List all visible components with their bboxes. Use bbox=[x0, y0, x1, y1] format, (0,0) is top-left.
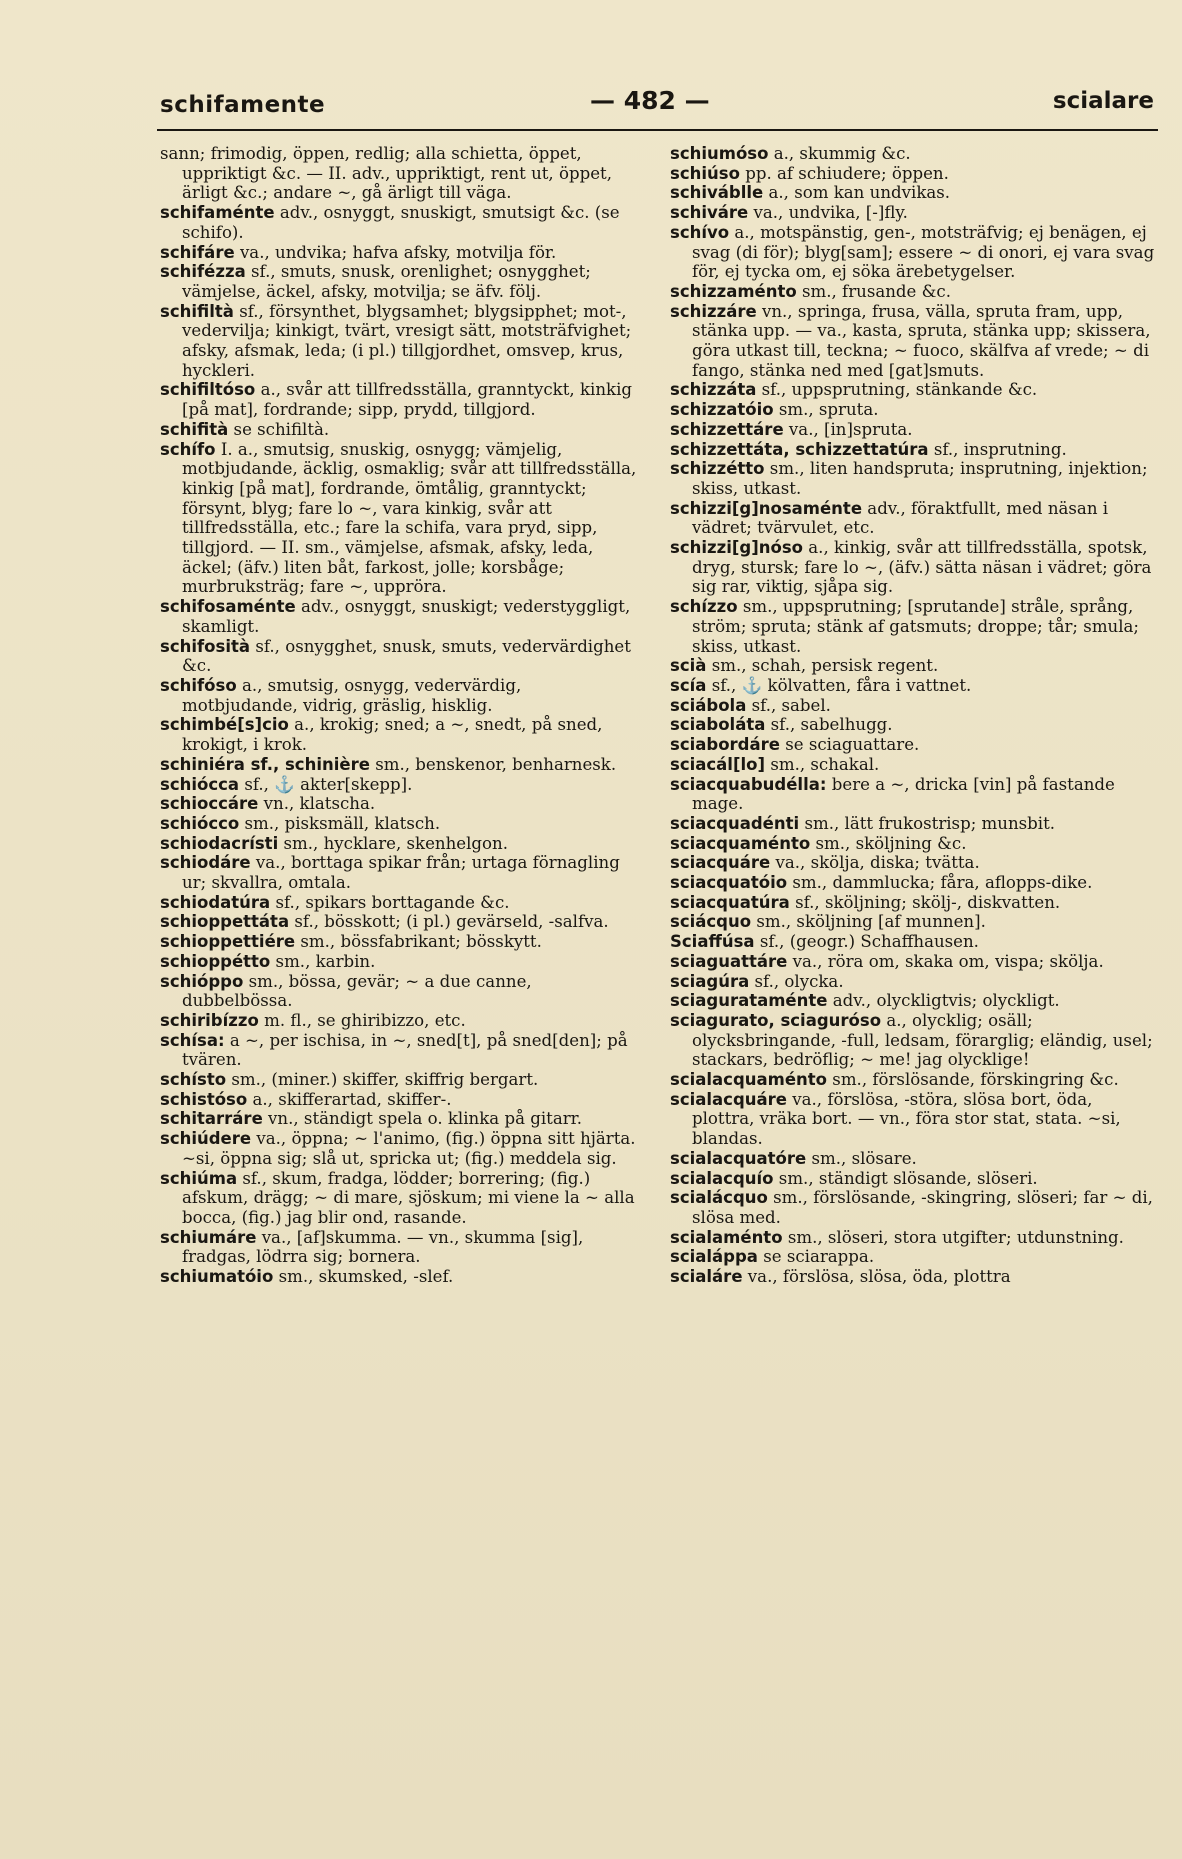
entry-definition: sm., ständigt slösande, slöseri. bbox=[778, 1168, 1038, 1188]
entry-headword: schifézza bbox=[160, 262, 246, 282]
dictionary-entry bbox=[670, 893, 1160, 913]
entry-headword: schízzo bbox=[670, 597, 738, 617]
dictionary-entry bbox=[160, 1228, 638, 1267]
entry-headword: schífo bbox=[160, 439, 216, 459]
dictionary-entry bbox=[670, 597, 1160, 656]
entry-definition: sf., sköljning; skölj-, diskvatten. bbox=[795, 892, 1061, 912]
entry-definition: sf., osnygghet, snusk, smuts, vedervärdighet &c. bbox=[182, 636, 631, 676]
entry-headword: sciacquatúra bbox=[670, 892, 790, 912]
entry-headword: sciaguattáre bbox=[670, 951, 788, 971]
entry-definition: va., undvika, [-]fly. bbox=[753, 203, 908, 223]
dictionary-entry bbox=[670, 1149, 1160, 1169]
dictionary-entry bbox=[670, 1070, 1160, 1090]
entry-definition: sm., schah, persisk regent. bbox=[711, 656, 939, 676]
dictionary-entry bbox=[160, 755, 638, 775]
entry-definition: va., skölja, diska; tvätta. bbox=[775, 853, 980, 873]
entry-definition: bere a ~, dricka [vin] på fastande mage. bbox=[692, 774, 1115, 814]
dictionary-entry bbox=[670, 282, 1160, 302]
right-column bbox=[670, 144, 1160, 1287]
dictionary-entry bbox=[160, 775, 638, 795]
running-head-left: schifamente bbox=[160, 92, 326, 118]
entry-definition: vn., klatscha. bbox=[263, 794, 376, 814]
dictionary-entry bbox=[160, 440, 638, 598]
entry-definition: sf., olycka. bbox=[754, 971, 844, 991]
dictionary-entry bbox=[670, 755, 1160, 775]
entry-headword: scía bbox=[670, 675, 707, 695]
dictionary-entry bbox=[670, 203, 1160, 223]
dictionary-entry bbox=[670, 380, 1160, 400]
entry-definition: sann; frimodig, öppen, redlig; alla schietta, öppet, uppriktigt &c. — II. adv., uppriktigt, rent ut, öppet, ärligt &c.; andare ~, gå ärligt till väga. bbox=[160, 144, 612, 203]
entry-headword: scialacquío bbox=[670, 1168, 774, 1188]
dictionary-entry bbox=[670, 164, 1160, 184]
entry-headword: schizzettáre bbox=[670, 419, 784, 439]
dictionary-entry bbox=[670, 1267, 1160, 1287]
dictionary-entry bbox=[670, 853, 1160, 873]
entry-headword: sciacál[lo] bbox=[670, 754, 766, 774]
entry-headword: schifáre bbox=[160, 242, 235, 262]
dictionary-entry bbox=[670, 656, 1160, 676]
entry-definition: va., [af]skumma. — vn., skumma [sig], fradgas, lödrra sig; bornera. bbox=[182, 1227, 584, 1267]
entry-definition: sm., benskenor, benharnesk. bbox=[375, 754, 617, 774]
dictionary-entry bbox=[670, 952, 1160, 972]
entry-definition: sm., liten handspruta; insprutning, injektion; skiss, utkast. bbox=[692, 459, 1148, 498]
entry-definition: sm., skumsked, -slef. bbox=[278, 1267, 454, 1287]
entry-definition: a., som kan undvikas. bbox=[768, 183, 951, 203]
entry-headword: schizzatóio bbox=[670, 400, 774, 420]
entry-definition: sf., ⚓ akter[skepp]. bbox=[244, 774, 413, 794]
dictionary-entry bbox=[160, 853, 638, 892]
entry-headword: schifosità bbox=[160, 636, 251, 656]
dictionary-entry bbox=[160, 912, 638, 932]
entry-headword: schifità bbox=[160, 419, 229, 439]
entry-headword: schifiltà bbox=[160, 301, 234, 321]
entry-definition: va., förslösa, slösa, öda, plottra bbox=[747, 1267, 1011, 1287]
entry-definition: sm., spruta. bbox=[778, 400, 879, 420]
dictionary-entry bbox=[670, 420, 1160, 440]
dictionary-entry bbox=[160, 144, 638, 203]
dictionary-entry bbox=[670, 775, 1160, 814]
entry-headword: sciacquatóio bbox=[670, 873, 788, 893]
entry-headword: scialáppa bbox=[670, 1247, 758, 1267]
dictionary-entry bbox=[160, 262, 638, 301]
entry-definition: adv., osnyggt, snuskigt, smutsigt &c. (se schifo). bbox=[182, 203, 620, 242]
entry-definition: sf., bösskott; (i pl.) gevärseld, -salfva. bbox=[294, 912, 609, 932]
entry-headword: schísto bbox=[160, 1070, 227, 1090]
entry-headword: schistóso bbox=[160, 1089, 248, 1109]
entry-headword: schiumóso bbox=[670, 144, 769, 163]
dictionary-entry bbox=[670, 715, 1160, 735]
dictionary-entry bbox=[160, 243, 638, 263]
entry-definition: a., skifferartad, skiffer-. bbox=[252, 1089, 452, 1109]
entry-definition: sm., förslösande, -skingring, slöseri; far ~ di, slösa med. bbox=[692, 1188, 1153, 1227]
entry-headword: sciagúra bbox=[670, 971, 750, 991]
entry-definition: va., [in]spruta. bbox=[788, 419, 913, 439]
dictionary-entry bbox=[160, 676, 638, 715]
dictionary-entry bbox=[670, 440, 1160, 460]
dictionary-entry bbox=[160, 715, 638, 754]
dictionary-entry bbox=[670, 1247, 1160, 1267]
entry-headword: sciacquadénti bbox=[670, 813, 800, 833]
entry-headword: schizzi[g]nóso bbox=[670, 538, 803, 558]
dictionary-entry bbox=[160, 1011, 638, 1031]
running-head-right: scialare bbox=[1052, 88, 1154, 114]
dictionary-entry bbox=[670, 183, 1160, 203]
dictionary-entry bbox=[670, 400, 1160, 420]
entry-definition: va., öppna; ~ l'animo, (fig.) öppna sitt hjärta. ~si, öppna sig; slå ut, spricka ut; (fig.) meddela sig. bbox=[182, 1129, 636, 1168]
entry-headword: sciacquáre bbox=[670, 853, 771, 873]
entry-definition: sm., schakal. bbox=[770, 754, 880, 774]
dictionary-entry bbox=[670, 735, 1160, 755]
entry-headword: schioppettiére bbox=[160, 932, 296, 952]
entry-definition: I. a., smutsig, snuskig, osnygg; vämjelig, motbjudande, äcklig, osmaklig; svår att tillfredsställa, kinkig [på mat], fordrande, ömtålig, granntyckt; försynt, blyg; fare lo ~, vara kinkig, svår att tillfredsställa, etc.; fare la schifa, vara pryd, sipp, tillgjord. — II. sm., vämjelse, afsmak, afsky, leda, äckel; (äfv.) liten båt, farkost, jolle; korsbåge; murbruksträg; fare ~, uppröra. bbox=[182, 439, 637, 597]
dictionary-entry bbox=[670, 538, 1160, 597]
dictionary-entry bbox=[160, 1109, 638, 1129]
entry-headword: schioppétto bbox=[160, 951, 271, 971]
entry-headword: schiodacrísti bbox=[160, 833, 279, 853]
entry-definition: sf., ⚓ kölvatten, fåra i vattnet. bbox=[711, 675, 972, 695]
entry-definition: sf., försynthet, blygsamhet; blygsipphet; mot-, vedervilja; kinkigt, tvärt, vresigt sätt, motsträfvighet; afsky, afsmak, leda; (i pl.) tillgjordhet, omsvep, krus, hyckleri. bbox=[182, 301, 632, 380]
entry-headword: schifosaménte bbox=[160, 597, 296, 617]
entry-definition: adv., osnyggt, snuskigt; vederstyggligt, skamligt. bbox=[182, 597, 631, 636]
entry-definition: a., svår att tillfredsställa, granntyckt, kinkig [på mat], fordrande; sipp, prydd, tillgjord. bbox=[182, 380, 632, 420]
entry-headword: scialacquatóre bbox=[670, 1148, 807, 1168]
entry-definition: sf., skum, fradga, lödder; borrering; (fig.) afskum, drägg; ~ di mare, sjöskum; mi viene la ~ alla bocca, (fig.) jag blir ond, rasande. bbox=[182, 1168, 635, 1227]
entry-definition: sm., bössa, gevär; ~ a due canne, dubbelbössa. bbox=[182, 971, 532, 1011]
entry-definition: sm., förslösande, förskingring &c. bbox=[832, 1070, 1119, 1090]
entry-headword: scialacquáre bbox=[670, 1089, 787, 1109]
entry-headword: schifiltóso bbox=[160, 380, 256, 400]
entry-definition: se sciaguattare. bbox=[785, 735, 920, 755]
dictionary-entry bbox=[160, 1169, 638, 1228]
dictionary-entry bbox=[670, 912, 1160, 932]
entry-headword: schizzettáta, schizzettatúra bbox=[670, 439, 929, 459]
entry-headword: sciacquaménto bbox=[670, 833, 811, 853]
entry-definition: adv., olyckligtvis; olyckligt. bbox=[832, 991, 1060, 1011]
entry-definition: sm., pisksmäll, klatsch. bbox=[244, 813, 441, 833]
entry-headword: schiócca bbox=[160, 774, 240, 794]
dictionary-entry bbox=[670, 1169, 1160, 1189]
entry-headword: schifóso bbox=[160, 675, 237, 695]
dictionary-entry bbox=[670, 499, 1160, 538]
entry-definition: vn., springa, frusa, välla, spruta fram, upp, stänka upp. — va., kasta, spruta, stänka upp; skissera, göra utkast till, teckna; ~ fuoco, skälfva af vrede; ~ di fango, stänka ned med [gat]smuts. bbox=[692, 301, 1151, 380]
dictionary-entry bbox=[160, 380, 638, 419]
entry-definition: m. fl., se ghiribizzo, etc. bbox=[264, 1010, 466, 1030]
entry-headword: schioccáre bbox=[160, 794, 259, 814]
dictionary-entry bbox=[160, 1090, 638, 1110]
entry-headword: sciaboláta bbox=[670, 715, 766, 735]
page-number: — 482 — bbox=[590, 86, 710, 115]
entry-headword: scialaménto bbox=[670, 1227, 783, 1247]
dictionary-entry bbox=[160, 932, 638, 952]
entry-definition: a., kinkig, svår att tillfredsställa, spotsk, dryg, stursk; fare lo ~, (äfv.) sätta näsan i vädret; göra sig rar, viktig, sjåpa sig. bbox=[692, 538, 1152, 597]
entry-definition: a., motspänstig, gen-, motsträfvig; ej benägen, ej svag (di för); blyg[sam]; essere ~ di onori, ej vara svag för, ej tycka om, ej söka ärebetygelser. bbox=[692, 222, 1155, 282]
entry-headword: sciábola bbox=[670, 695, 747, 715]
entry-definition: sm., sköljning [af munnen]. bbox=[756, 912, 986, 932]
entry-definition: a., skummig &c. bbox=[773, 144, 911, 163]
entry-definition: sf., uppsprutning, stänkande &c. bbox=[761, 380, 1038, 400]
dictionary-entry bbox=[160, 952, 638, 972]
entry-definition: sm., hycklare, skenhelgon. bbox=[283, 833, 508, 853]
dictionary-entry bbox=[160, 834, 638, 854]
entry-definition: sf., sabelhugg. bbox=[770, 715, 893, 735]
dictionary-entry bbox=[670, 834, 1160, 854]
entry-headword: schióppo bbox=[160, 971, 244, 991]
entry-definition: sm., frusande &c. bbox=[801, 281, 951, 301]
dictionary-entry bbox=[160, 203, 638, 242]
entry-headword: schiribízzo bbox=[160, 1010, 259, 1030]
dictionary-entry bbox=[670, 972, 1160, 992]
entry-definition: sm., (miner.) skiffer, skiffrig bergart. bbox=[231, 1070, 539, 1090]
entry-headword: sciabordáre bbox=[670, 735, 780, 755]
entry-headword: schiváre bbox=[670, 203, 749, 223]
dictionary-entry bbox=[670, 1228, 1160, 1248]
dictionary-entry bbox=[160, 1129, 638, 1168]
dictionary-entry bbox=[670, 302, 1160, 381]
dictionary-entry bbox=[160, 1267, 638, 1287]
entry-headword: schiniéra sf., schinière bbox=[160, 754, 370, 774]
entry-headword: sciácquo bbox=[670, 912, 752, 932]
dictionary-entry bbox=[160, 1031, 638, 1070]
dictionary-entry bbox=[670, 1090, 1160, 1149]
dictionary-entry bbox=[670, 991, 1160, 1011]
entry-definition: va., förslösa, -störa, slösa bort, öda, plottra, vräka bort. — vn., föra stor stat, stata. ~si, blandas. bbox=[692, 1089, 1121, 1149]
entry-definition: a., smutsig, osnygg, vedervärdig, motbjudande, vidrig, gräslig, hisklig. bbox=[182, 675, 522, 715]
dictionary-entry bbox=[670, 1188, 1160, 1227]
entry-definition: pp. af schiudere; öppen. bbox=[745, 163, 949, 183]
entry-headword: scià bbox=[670, 656, 707, 676]
entry-definition: sm., uppsprutning; [sprutande] stråle, språng, ström; spruta; stänk af gatsmuts; droppe; tår; smula; skiss, utkast. bbox=[692, 597, 1140, 656]
entry-definition: vn., ständigt spela o. klinka på gitarr. bbox=[268, 1109, 583, 1129]
entry-headword: sciacquabudélla: bbox=[670, 774, 827, 794]
entry-headword: scialácquo bbox=[670, 1188, 768, 1208]
dictionary-entry bbox=[670, 932, 1160, 952]
entry-definition: a., olycklig; osäll; olycksbringande, -full, ledsam, förarglig; eländig, usel; stackars, bedröflig; ~ me! jag olycklige! bbox=[692, 1010, 1153, 1070]
entry-definition: sm., lätt frukostrisp; munsbit. bbox=[804, 813, 1056, 833]
dictionary-entry bbox=[160, 420, 638, 440]
dictionary-entry bbox=[160, 637, 638, 676]
header-rule bbox=[157, 129, 1158, 131]
dictionary-entry bbox=[160, 302, 638, 381]
entry-headword: schizzáre bbox=[670, 301, 757, 321]
entry-headword: schiumáre bbox=[160, 1227, 257, 1247]
dictionary-entry bbox=[670, 814, 1160, 834]
entry-headword: schifaménte bbox=[160, 203, 275, 223]
entry-headword: sciagurato, sciaguróso bbox=[670, 1010, 882, 1030]
entry-headword: scialacquaménto bbox=[670, 1070, 828, 1090]
dictionary-entry bbox=[670, 696, 1160, 716]
entry-headword: Sciaffúsa bbox=[670, 932, 755, 952]
entry-definition: sf., insprutning. bbox=[933, 439, 1067, 459]
dictionary-entry bbox=[160, 893, 638, 913]
entry-headword: schizzi[g]nosaménte bbox=[670, 498, 863, 518]
dictionary-entry bbox=[160, 1070, 638, 1090]
entry-headword: schiodatúra bbox=[160, 892, 271, 912]
entry-definition: a., krokig; sned; a ~, snedt, på sned, krokigt, i krok. bbox=[182, 715, 603, 755]
dictionary-entry bbox=[160, 597, 638, 636]
entry-definition: sf., smuts, snusk, orenlighet; osnygghet; vämjelse, äckel, afsky, motvilja; se äfv. följ. bbox=[182, 262, 591, 301]
entry-headword: sciagurataménte bbox=[670, 991, 828, 1011]
entry-headword: schiúso bbox=[670, 163, 740, 183]
dictionary-entry bbox=[670, 144, 1160, 164]
dictionary-entry bbox=[670, 459, 1160, 498]
entry-definition: sm., slöseri, stora utgifter; utdunstning. bbox=[787, 1227, 1124, 1247]
dictionary-entry bbox=[670, 223, 1160, 282]
entry-definition: sm., dammlucka; fåra, aflopps-dike. bbox=[792, 873, 1093, 893]
dictionary-entry bbox=[670, 873, 1160, 893]
entry-headword: schiváblle bbox=[670, 183, 764, 203]
left-column bbox=[160, 144, 638, 1287]
entry-headword: schitarráre bbox=[160, 1109, 263, 1129]
entry-definition: sm., sköljning &c. bbox=[815, 833, 967, 853]
entry-headword: schimbé[s]cio bbox=[160, 715, 289, 735]
entry-definition: sf., sabel. bbox=[751, 695, 831, 715]
entry-definition: va., undvika; hafva afsky, motvilja för. bbox=[239, 242, 557, 262]
entry-headword: schiúma bbox=[160, 1168, 238, 1188]
entry-definition: sm., karbin. bbox=[275, 951, 376, 971]
entry-definition: sm., slösare. bbox=[811, 1148, 917, 1168]
entry-headword: schívo bbox=[670, 222, 730, 242]
entry-headword: scialáre bbox=[670, 1267, 743, 1287]
entry-headword: schizzaménto bbox=[670, 281, 797, 301]
entry-headword: schiodáre bbox=[160, 853, 251, 873]
dictionary-entry bbox=[160, 972, 638, 1011]
dictionary-entry bbox=[670, 676, 1160, 696]
entry-headword: schísa: bbox=[160, 1030, 225, 1050]
dictionary-entry bbox=[160, 814, 638, 834]
entry-headword: schiócco bbox=[160, 813, 240, 833]
entry-definition: va., borttaga spikar från; urtaga förnagling ur; skvallra, omtala. bbox=[182, 853, 620, 893]
entry-headword: schizzáta bbox=[670, 380, 757, 400]
entry-definition: sm., bössfabrikant; bösskytt. bbox=[300, 932, 542, 952]
dictionary-entry bbox=[160, 794, 638, 814]
entry-definition: se sciarappa. bbox=[763, 1247, 875, 1267]
entry-definition: sf., spikars borttagande &c. bbox=[275, 892, 510, 912]
dictionary-entry bbox=[670, 1011, 1160, 1070]
entry-definition: a ~, per ischisa, in ~, sned[t], på sned[den]; på tvären. bbox=[182, 1030, 628, 1070]
entry-definition: va., röra om, skaka om, vispa; skölja. bbox=[792, 951, 1104, 971]
entry-headword: schiúdere bbox=[160, 1129, 252, 1149]
entry-headword: schioppettáta bbox=[160, 912, 290, 932]
entry-definition: adv., föraktfullt, med näsan i vädret; tvärvulet, etc. bbox=[692, 498, 1109, 538]
entry-headword: schizzétto bbox=[670, 459, 765, 479]
entry-definition: sf., (geogr.) Schaffhausen. bbox=[759, 932, 979, 952]
entry-headword: schiumatóio bbox=[160, 1267, 274, 1287]
entry-definition: se schifiltà. bbox=[233, 419, 330, 439]
